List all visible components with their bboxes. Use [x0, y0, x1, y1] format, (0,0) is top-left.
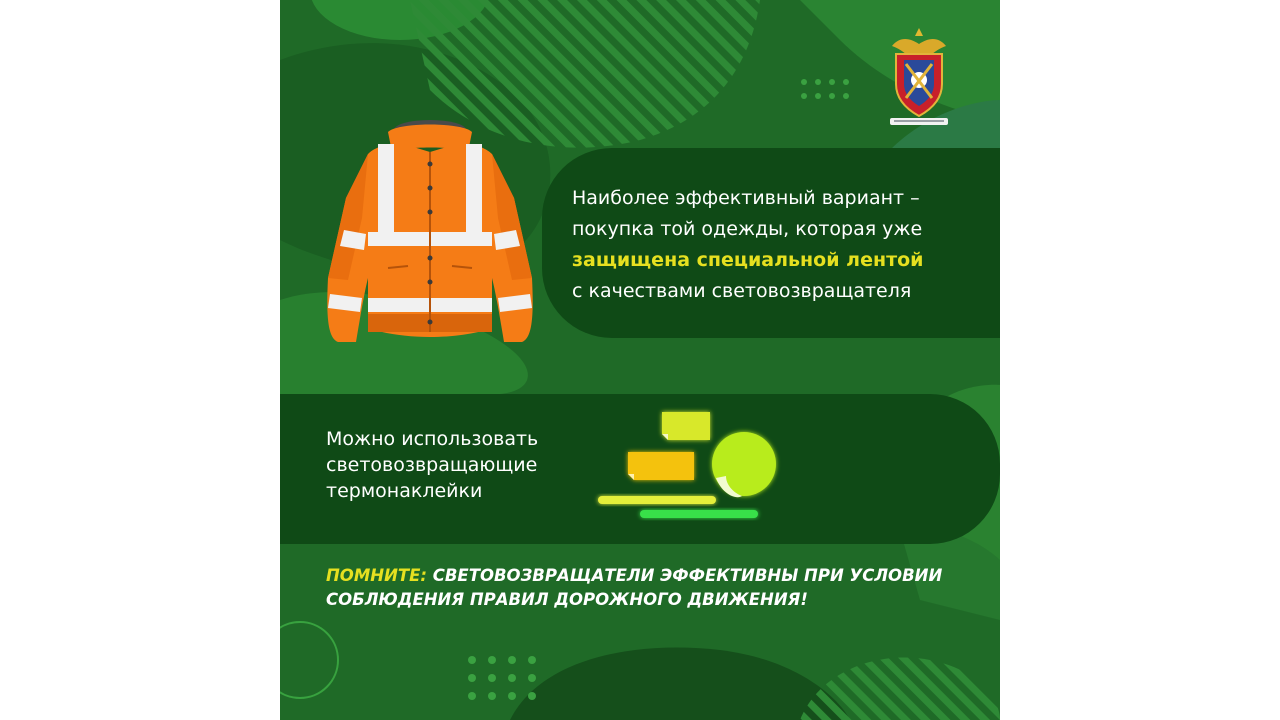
top-info-line-1: Наиболее эффективный вариант – [572, 187, 920, 209]
remember-keyword: ПОМНИТЕ: [326, 566, 427, 585]
poster [280, 0, 1000, 720]
remember-notice [326, 564, 966, 612]
middle-info-line-1: Можно использовать [326, 428, 539, 450]
police-emblem-icon [884, 26, 954, 130]
top-info-highlight: защищена специальной лентой [572, 249, 924, 271]
middle-info-text [326, 426, 586, 504]
remember-line-2: СОБЛЮДЕНИЯ ПРАВИЛ ДОРОЖНОГО ДВИЖЕНИЯ! [326, 590, 808, 609]
reflective-stickers-icon [592, 404, 782, 530]
reflective-jacket-icon [318, 118, 544, 350]
remember-line-1-text: СВЕТОВОЗВРАЩАТЕЛИ ЭФФЕКТИВНЫ ПРИ УСЛОВИИ [427, 566, 943, 585]
top-info-line-4: с качествами световозвращателя [572, 280, 912, 302]
top-info-text [572, 183, 982, 307]
middle-info-line-3: термонаклейки [326, 480, 483, 502]
top-info-line-2: покупка той одежды, которая уже [572, 218, 923, 240]
middle-info-line-2: световозвращающие [326, 454, 538, 476]
remember-line-1 [326, 564, 966, 588]
